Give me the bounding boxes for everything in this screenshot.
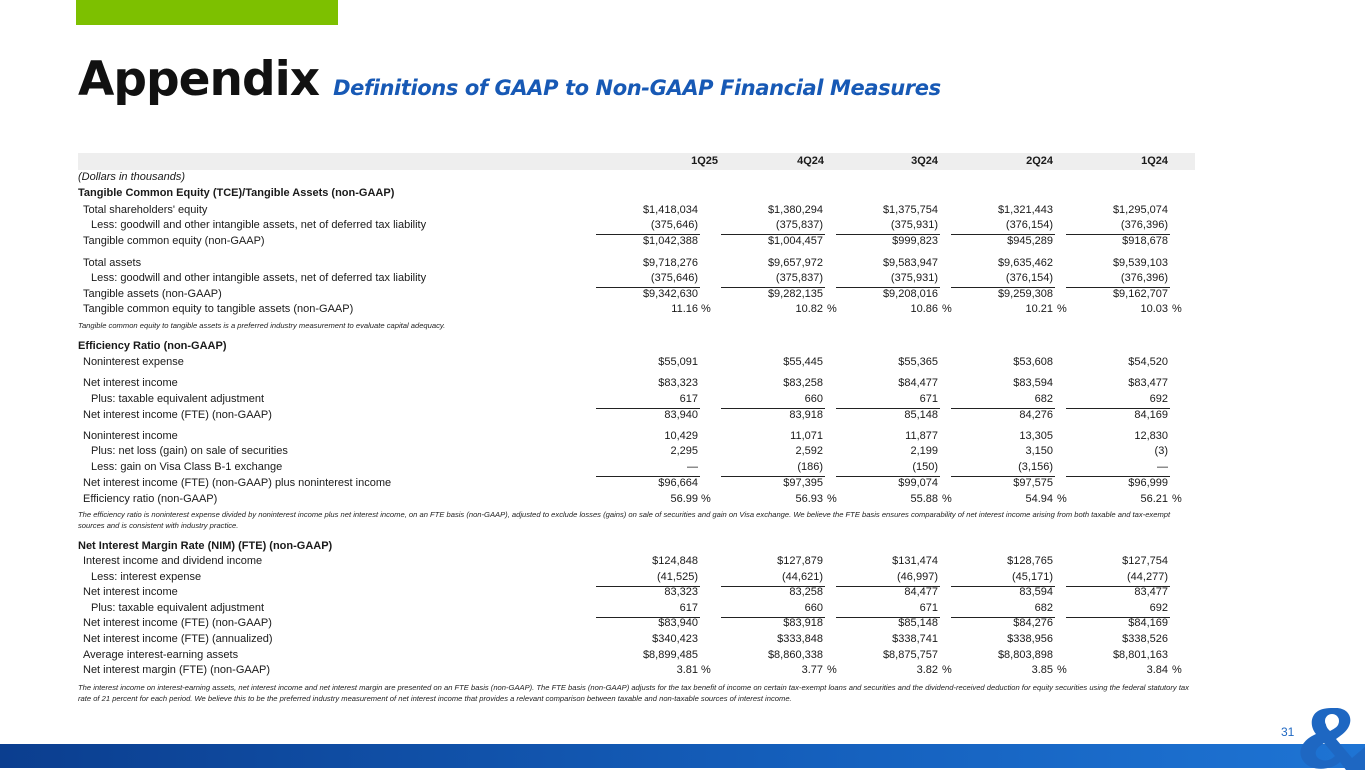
row-label: Net interest income (FTE) (annualized): [83, 633, 273, 645]
cell-value: $124,848: [652, 555, 698, 567]
table-row: [78, 235, 1195, 249]
row-label: Plus: taxable equivalent adjustment: [91, 602, 265, 614]
table-row: [78, 393, 1195, 407]
cell-value: $55,091: [658, 356, 698, 368]
cell-value: (375,837): [775, 219, 823, 231]
percent-sign: %: [1172, 664, 1182, 676]
row-label: Net interest income: [83, 586, 178, 598]
row-label: Less: gain on Visa Class B-1 exchange: [91, 461, 283, 473]
cell-value: 10.82: [795, 303, 823, 315]
table-row: [78, 430, 1195, 444]
cell-value: 83,594: [1019, 586, 1053, 598]
cell-value: 83,323: [664, 586, 698, 598]
cell-value: $55,445: [783, 356, 823, 368]
cell-value: (45,171): [1012, 571, 1053, 583]
column-header: 3Q24: [911, 155, 938, 167]
cell-value: (375,931): [890, 272, 938, 284]
percent-sign: %: [701, 664, 711, 676]
cell-value: 671: [919, 393, 938, 405]
cell-value: (44,277): [1127, 571, 1168, 583]
title-row: [78, 52, 941, 107]
cell-value: 11,071: [790, 430, 823, 442]
cell-value: (375,646): [650, 219, 698, 231]
percent-sign: %: [942, 493, 952, 505]
cell-value: $1,418,034: [642, 204, 698, 216]
percent-sign: %: [1057, 664, 1067, 676]
cell-value: $340,423: [652, 633, 698, 645]
cell-value: 12,830: [1134, 430, 1168, 442]
percent-sign: %: [701, 303, 711, 315]
row-label: Tangible common equity to tangible assets (non-GAAP): [83, 303, 354, 315]
cell-value: $1,295,074: [1112, 204, 1168, 216]
column-header: 4Q24: [797, 155, 824, 167]
cell-value: $96,999: [1128, 477, 1168, 489]
cell-value: $1,004,457: [767, 235, 823, 247]
row-label: (Dollars in thousands): [78, 171, 185, 183]
cell-value: $9,657,972: [767, 257, 823, 269]
cell-value: 55.88: [910, 493, 938, 505]
cell-value: $83,918: [783, 617, 823, 629]
section-heading: [78, 540, 1195, 554]
cell-value: $83,323: [658, 377, 698, 389]
cell-value: $97,395: [783, 477, 823, 489]
cell-value: (375,931): [890, 219, 938, 231]
row-label: Less: interest expense: [91, 571, 202, 583]
table-row: [78, 493, 1195, 507]
cell-value: 11,877: [905, 430, 938, 442]
row-label: Plus: net loss (gain) on sale of securities: [91, 445, 288, 457]
cell-value: 660: [804, 602, 823, 614]
table-row: [78, 633, 1195, 647]
units-label: [78, 171, 1195, 185]
table-row: [78, 219, 1195, 233]
cell-value: $338,741: [892, 633, 938, 645]
percent-sign: %: [1057, 493, 1067, 505]
cell-value: 692: [1149, 602, 1168, 614]
footnote: The interest income on interest-earning assets, net interest income and net interest margin are presented on an FTE basis (non-GAAP). The FTE basis (non-GAAP) adjusts for the tax benefit of income on certain tax-exempt loans and securities and the dividend-received deduction for equity securities using the federal statutory tax rate of 21 percent for each period. We believe this to be the preferred industry measurement of net interest income that provides a relevant comparison between taxable and non-taxable sources of interest income.: [78, 683, 1189, 703]
page-number: 31: [1281, 725, 1295, 739]
row-label: Interest income and dividend income: [83, 555, 263, 567]
cell-value: (375,646): [650, 272, 698, 284]
cell-value: 10.86: [910, 303, 938, 315]
row-label: Efficiency Ratio (non-GAAP): [78, 340, 227, 352]
cell-value: $97,575: [1013, 477, 1053, 489]
cell-value: $84,169: [1128, 617, 1168, 629]
cell-value: $338,526: [1122, 633, 1168, 645]
table-row: [78, 445, 1195, 459]
cell-value: 10.21: [1025, 303, 1053, 315]
cell-value: 617: [679, 602, 698, 614]
row-label: Tangible common equity (non-GAAP): [83, 235, 265, 247]
cell-value: $85,148: [898, 617, 938, 629]
cell-value: —: [687, 461, 698, 473]
cell-value: $9,208,016: [882, 288, 938, 300]
cell-value: $55,365: [898, 356, 938, 368]
cell-value: 83,258: [789, 586, 823, 598]
table-row: [78, 602, 1195, 616]
percent-sign: %: [942, 664, 952, 676]
cell-value: 10,429: [664, 430, 698, 442]
cell-value: $131,474: [892, 555, 938, 567]
column-header: 1Q24: [1141, 155, 1168, 167]
row-label: Less: goodwill and other intangible assets, net of deferred tax liability: [91, 272, 427, 284]
cell-value: $9,539,103: [1112, 257, 1168, 269]
table-row: [78, 477, 1195, 491]
cell-value: $53,608: [1013, 356, 1053, 368]
percent-sign: %: [827, 303, 837, 315]
cell-value: (3): [1154, 445, 1168, 457]
cell-value: $127,754: [1122, 555, 1168, 567]
cell-value: $1,321,443: [997, 204, 1053, 216]
cell-value: 56.99: [670, 493, 698, 505]
table-row: [78, 571, 1195, 585]
page-subtitle: Definitions of GAAP to Non-GAAP Financial Measures: [333, 76, 941, 100]
cell-value: 660: [804, 393, 823, 405]
percent-sign: %: [827, 493, 837, 505]
row-label: Net Interest Margin Rate (NIM) (FTE) (non-GAAP): [78, 540, 333, 552]
cell-value: $338,956: [1007, 633, 1053, 645]
cell-value: 2,199: [910, 445, 938, 457]
cell-value: $1,380,294: [767, 204, 823, 216]
table-row: [78, 272, 1195, 286]
cell-value: (376,154): [1005, 219, 1053, 231]
cell-value: (375,837): [775, 272, 823, 284]
cell-value: $945,289: [1007, 235, 1053, 247]
row-label: Net interest margin (FTE) (non-GAAP): [83, 664, 271, 676]
row-label: Net interest income (FTE) (non-GAAP): [83, 409, 272, 421]
table-row: [78, 288, 1195, 302]
row-label: Total shareholders' equity: [83, 204, 208, 216]
footer-band: [0, 744, 1365, 768]
percent-sign: %: [1057, 303, 1067, 315]
row-label: Average interest-earning assets: [83, 649, 239, 661]
cell-value: (186): [797, 461, 823, 473]
cell-value: $8,801,163: [1112, 649, 1168, 661]
cell-value: $1,042,388: [642, 235, 698, 247]
row-label: Plus: taxable equivalent adjustment: [91, 393, 265, 405]
cell-value: 13,305: [1019, 430, 1053, 442]
section-heading: [78, 340, 1195, 354]
ampersand-logo-icon: [1296, 700, 1365, 770]
cell-value: (376,396): [1120, 272, 1168, 284]
cell-value: (376,154): [1005, 272, 1053, 284]
page-title: Appendix: [78, 52, 320, 107]
percent-sign: %: [1172, 493, 1182, 505]
table-row: [78, 664, 1195, 678]
cell-value: $333,848: [777, 633, 823, 645]
footnote: Tangible common equity to tangible assets is a preferred industry measurement to evaluate capital adequacy.: [78, 321, 446, 330]
cell-value: 10.03: [1140, 303, 1168, 315]
cell-value: $9,718,276: [642, 257, 698, 269]
table-row: [78, 204, 1195, 218]
cell-value: $9,282,135: [767, 288, 823, 300]
accent-bar: [76, 0, 338, 25]
cell-value: $83,594: [1013, 377, 1053, 389]
column-header: 2Q24: [1026, 155, 1053, 167]
row-label: Total assets: [83, 257, 142, 269]
cell-value: $96,664: [658, 477, 698, 489]
cell-value: 3,150: [1025, 445, 1053, 457]
cell-value: $8,899,485: [642, 649, 698, 661]
cell-value: $9,635,462: [997, 257, 1053, 269]
cell-value: $84,477: [898, 377, 938, 389]
cell-value: $83,940: [658, 617, 698, 629]
footnote: The efficiency ratio is noninterest expense divided by noninterest income plus net interest income, on an FTE basis (non-GAAP), adjusted to exclude losses (gains) on sale of securities and gain on Visa exchange. We believe the FTE basis ensures comparability of net interest income arising from both taxable and tax-exempt sources and is consistent with industry practice.: [78, 510, 1171, 530]
cell-value: 3.82: [916, 664, 938, 676]
cell-value: 84,276: [1019, 409, 1053, 421]
row-label: Net interest income (FTE) (non-GAAP): [83, 617, 272, 629]
cell-value: (150): [912, 461, 938, 473]
cell-value: (44,621): [782, 571, 823, 583]
cell-value: 54.94: [1025, 493, 1053, 505]
cell-value: 83,918: [789, 409, 823, 421]
cell-value: $8,875,757: [882, 649, 938, 661]
cell-value: $9,342,630: [642, 288, 698, 300]
cell-value: $918,678: [1122, 235, 1168, 247]
cell-value: $9,162,707: [1112, 288, 1168, 300]
table-row: [78, 356, 1195, 370]
cell-value: 3.84: [1146, 664, 1168, 676]
cell-value: 83,477: [1134, 586, 1168, 598]
cell-value: $83,477: [1128, 377, 1168, 389]
table-row: [78, 586, 1195, 600]
cell-value: $99,074: [898, 477, 938, 489]
table-row: [78, 377, 1195, 391]
row-label: Net interest income (FTE) (non-GAAP) plus noninterest income: [83, 477, 392, 489]
cell-value: 84,477: [904, 586, 938, 598]
cell-value: 3.77: [801, 664, 823, 676]
cell-value: 56.21: [1140, 493, 1168, 505]
row-label: Efficiency ratio (non-GAAP): [83, 493, 218, 505]
cell-value: $8,803,898: [997, 649, 1053, 661]
cell-value: 682: [1034, 393, 1053, 405]
table-row: [78, 555, 1195, 569]
cell-value: 682: [1034, 602, 1053, 614]
table-row: [78, 257, 1195, 271]
cell-value: 2,592: [795, 445, 823, 457]
cell-value: $9,259,308: [997, 288, 1053, 300]
row-label: Tangible Common Equity (TCE)/Tangible Assets (non-GAAP): [78, 187, 395, 199]
percent-sign: %: [942, 303, 952, 315]
cell-value: 11.16: [671, 303, 698, 315]
cell-value: (41,525): [657, 571, 698, 583]
cell-value: (376,396): [1120, 219, 1168, 231]
cell-value: 83,940: [664, 409, 698, 421]
row-label: Net interest income: [83, 377, 178, 389]
row-label: Less: goodwill and other intangible assets, net of deferred tax liability: [91, 219, 427, 231]
table-row: [78, 303, 1195, 317]
table-header: [78, 153, 1195, 170]
cell-value: 692: [1149, 393, 1168, 405]
column-header: 1Q25: [691, 155, 718, 167]
cell-value: 3.81: [676, 664, 698, 676]
percent-sign: %: [827, 664, 837, 676]
cell-value: $9,583,947: [882, 257, 938, 269]
cell-value: 3.85: [1031, 664, 1053, 676]
row-label: Tangible assets (non-GAAP): [83, 288, 222, 300]
table-row: [78, 461, 1195, 475]
cell-value: 671: [919, 602, 938, 614]
cell-value: 2,295: [670, 445, 698, 457]
cell-value: $128,765: [1007, 555, 1053, 567]
row-label: Noninterest income: [83, 430, 178, 442]
cell-value: $1,375,754: [882, 204, 938, 216]
table-row: [78, 617, 1195, 631]
cell-value: $83,258: [783, 377, 823, 389]
section-heading: [78, 187, 1195, 201]
cell-value: $84,276: [1013, 617, 1053, 629]
row-label: Noninterest expense: [83, 356, 184, 368]
cell-value: $127,879: [777, 555, 823, 567]
table-row: [78, 649, 1195, 663]
cell-value: 56.93: [795, 493, 823, 505]
cell-value: —: [1157, 461, 1168, 473]
cell-value: 85,148: [904, 409, 938, 421]
cell-value: 84,169: [1134, 409, 1168, 421]
table-row: [78, 409, 1195, 423]
cell-value: $8,860,338: [767, 649, 823, 661]
cell-value: 617: [679, 393, 698, 405]
cell-value: (46,997): [897, 571, 938, 583]
cell-value: $54,520: [1128, 356, 1168, 368]
percent-sign: %: [1172, 303, 1182, 315]
percent-sign: %: [701, 493, 711, 505]
cell-value: $999,823: [892, 235, 938, 247]
cell-value: (3,156): [1018, 461, 1053, 473]
